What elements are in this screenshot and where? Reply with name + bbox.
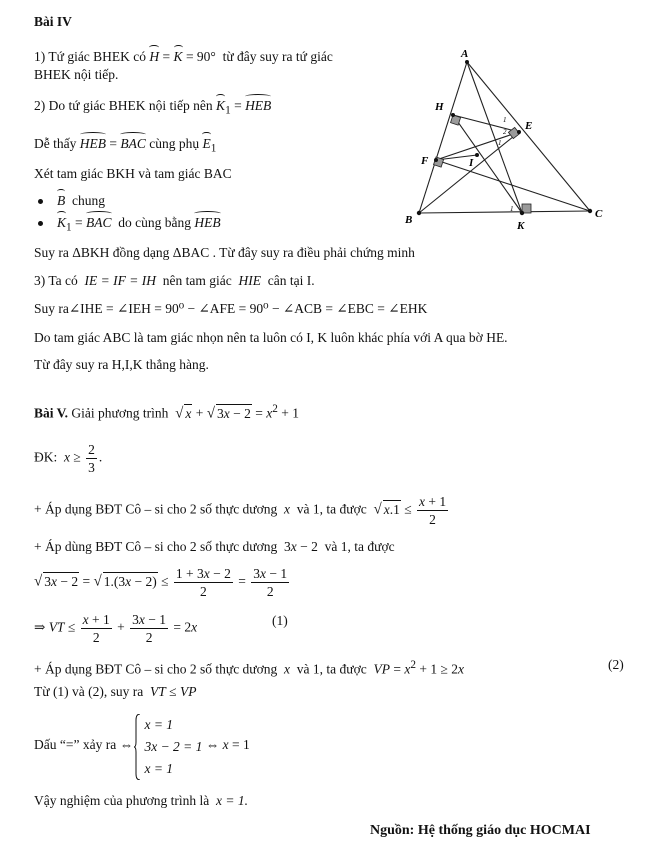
label-K: K — [517, 220, 525, 232]
combine-line: Từ (1) và (2), suy ra VT ≤ VP — [34, 684, 197, 699]
brace-icon — [134, 714, 140, 780]
ineq-3-text-a: + Áp dụng BĐT Cô – si cho 2 số thực dương — [34, 661, 278, 677]
part3-line3: Do tam giác ABC là tam giác nhọn nên ta luôn có I, K luôn khác phía với A qua bờ HE. — [34, 330, 508, 345]
bullet-2: $K_1$ = BAC do cùng bằng HEB — [38, 214, 221, 237]
bullet-1-text: chung — [72, 193, 105, 208]
eq1-label: (1) — [272, 613, 288, 628]
conclusion-text: Vậy nghiệm của phương trình là — [34, 793, 210, 808]
part2-line: 2) Do tứ giác BHEK nội tiếp nên $K_1$ = HEB — [34, 98, 272, 117]
ineq-1-text-a: + Áp dụng BĐT Cô – si cho 2 số thực dương — [34, 501, 278, 517]
ineq-2-text-b: và 1, ta được — [324, 539, 395, 554]
condition-label: ĐK: — [34, 449, 58, 465]
part3-line2: Suy ra∠IHE = ∠IEH = 90⁰ − ∠AFE = 90⁰ − ∠ACB = ∠EBC = ∠EHK — [34, 301, 428, 316]
ineq-3-text-b: và 1, ta được — [296, 661, 367, 677]
ineq-line-2: + Áp dùng BĐT Cô – si cho 2 số thực dương 3x − 2 và 1, ta được — [34, 539, 395, 554]
ineq-line-3: + Áp dụng BĐT Cô – si cho 2 số thực dương x và 1, ta được VP = $x^2 + 1 \ge 2x$ — [34, 659, 464, 677]
part1-eq: = 90° — [185, 49, 216, 64]
label-small-1: 1 — [503, 116, 507, 124]
system-eq-1: x = 1 — [144, 717, 174, 732]
part2-conclusion: Suy ra ΔBKH đồng dạng ΔBAC . Từ đây suy ra điều phải chứng minh — [34, 245, 415, 260]
part3-triangle: HIE — [238, 273, 261, 288]
ineq-2-formula: √ 3x − 2 = √ 1.(3x − 2) ≤ $\frac{1 + 3x - 2}{2}$ = $\frac{3x - 1}{2}$ — [34, 566, 288, 599]
eq2-label: (2) — [608, 657, 624, 672]
part2-line2: Dễ thấy HEB = BAC cùng phụ $E_1$ — [34, 136, 217, 155]
bai-v-header: Bài V. Giải phương trình √ x + √ $3x - 2 = x^2 + 1$ — [34, 403, 299, 422]
geometry-figure — [395, 45, 610, 240]
part3-line4: Từ đây suy ra H,I,K thẳng hàng. — [34, 357, 209, 372]
part1-text-b: từ đây suy ra tứ giác — [222, 49, 333, 64]
ineq-line-1: + Áp dụng BĐT Cô – si cho 2 số thực dương x và 1, ta được √ x.1 ≤ $\frac{x + 1}{2}$ — [34, 494, 447, 527]
label-I: I — [469, 157, 474, 169]
label-B: B — [405, 214, 413, 226]
equality-line: Dấu “=” xảy ra ⇔ x = 1 3x − 2 = 1 x = 1 ⇔ x = 1 — [34, 714, 250, 780]
ineq-2-text-a: + Áp dùng BĐT Cô – si cho 2 số thực dương — [34, 539, 278, 554]
label-small-4: 1 — [510, 205, 514, 213]
label-F: F — [421, 155, 429, 167]
equality-text: Dấu “=” xảy ra — [34, 737, 117, 752]
bullet-1: B chung — [38, 192, 105, 210]
part3-text-d: cân tại I. — [267, 273, 315, 288]
label-small-3: 1 — [498, 139, 502, 147]
vt-inequality: ⇒ VT ≤ $\frac{x + 1}{2}$ + $\frac{3x - 1}{2}$ = 2x — [34, 612, 198, 645]
combine-text: Từ (1) và (2), suy ra — [34, 684, 144, 699]
system-eq-2: 3x − 2 = 1 — [144, 739, 203, 754]
system-eq-3: x = 1 — [144, 761, 174, 776]
bai-v-task: Giải phương trình — [71, 405, 169, 421]
conclusion-value: x = 1. — [216, 793, 249, 808]
source-credit: Nguồn: Hệ thống giáo dục HOCMAI — [370, 823, 591, 838]
part3-line1 — [34, 272, 315, 290]
part1-line1: 1) Tứ giác BHEK có H = K = 90° từ đây suy ra tứ giác — [34, 49, 333, 64]
section-title-bai-v: Bài V. — [34, 405, 69, 421]
label-A: A — [461, 48, 469, 60]
part2-text: 2) Do tứ giác BHEK nội tiếp nên — [34, 98, 213, 113]
section-title-bai-iv: Bài IV — [34, 14, 72, 29]
label-C: C — [595, 208, 603, 220]
part1-line2: BHEK nội tiếp. — [34, 67, 119, 82]
ineq-1-text-b: và 1, ta được — [296, 501, 367, 517]
label-E: E — [525, 120, 533, 132]
part2-line3: Xét tam giác BKH và tam giác BAC — [34, 166, 232, 181]
equation-system — [136, 714, 202, 780]
bullet-2-text: do cùng bằng — [118, 215, 191, 230]
label-small-2: 2 — [503, 128, 507, 136]
label-H: H — [435, 101, 444, 113]
part2-text-complement: cùng phụ — [149, 136, 200, 151]
part2-text-easy: Dễ thấy — [34, 136, 77, 151]
condition-line: ĐK: x ≥ $\frac{2}{3}$ . — [34, 442, 103, 475]
part3-eq: IE = IF = IH — [84, 273, 156, 288]
part1-text-a: 1) Tứ giác BHEK có — [34, 49, 147, 64]
conclusion-line — [34, 792, 248, 810]
part3-text-b: nên tam giác — [162, 273, 232, 288]
part3-text-a: 3) Ta có — [34, 273, 78, 288]
